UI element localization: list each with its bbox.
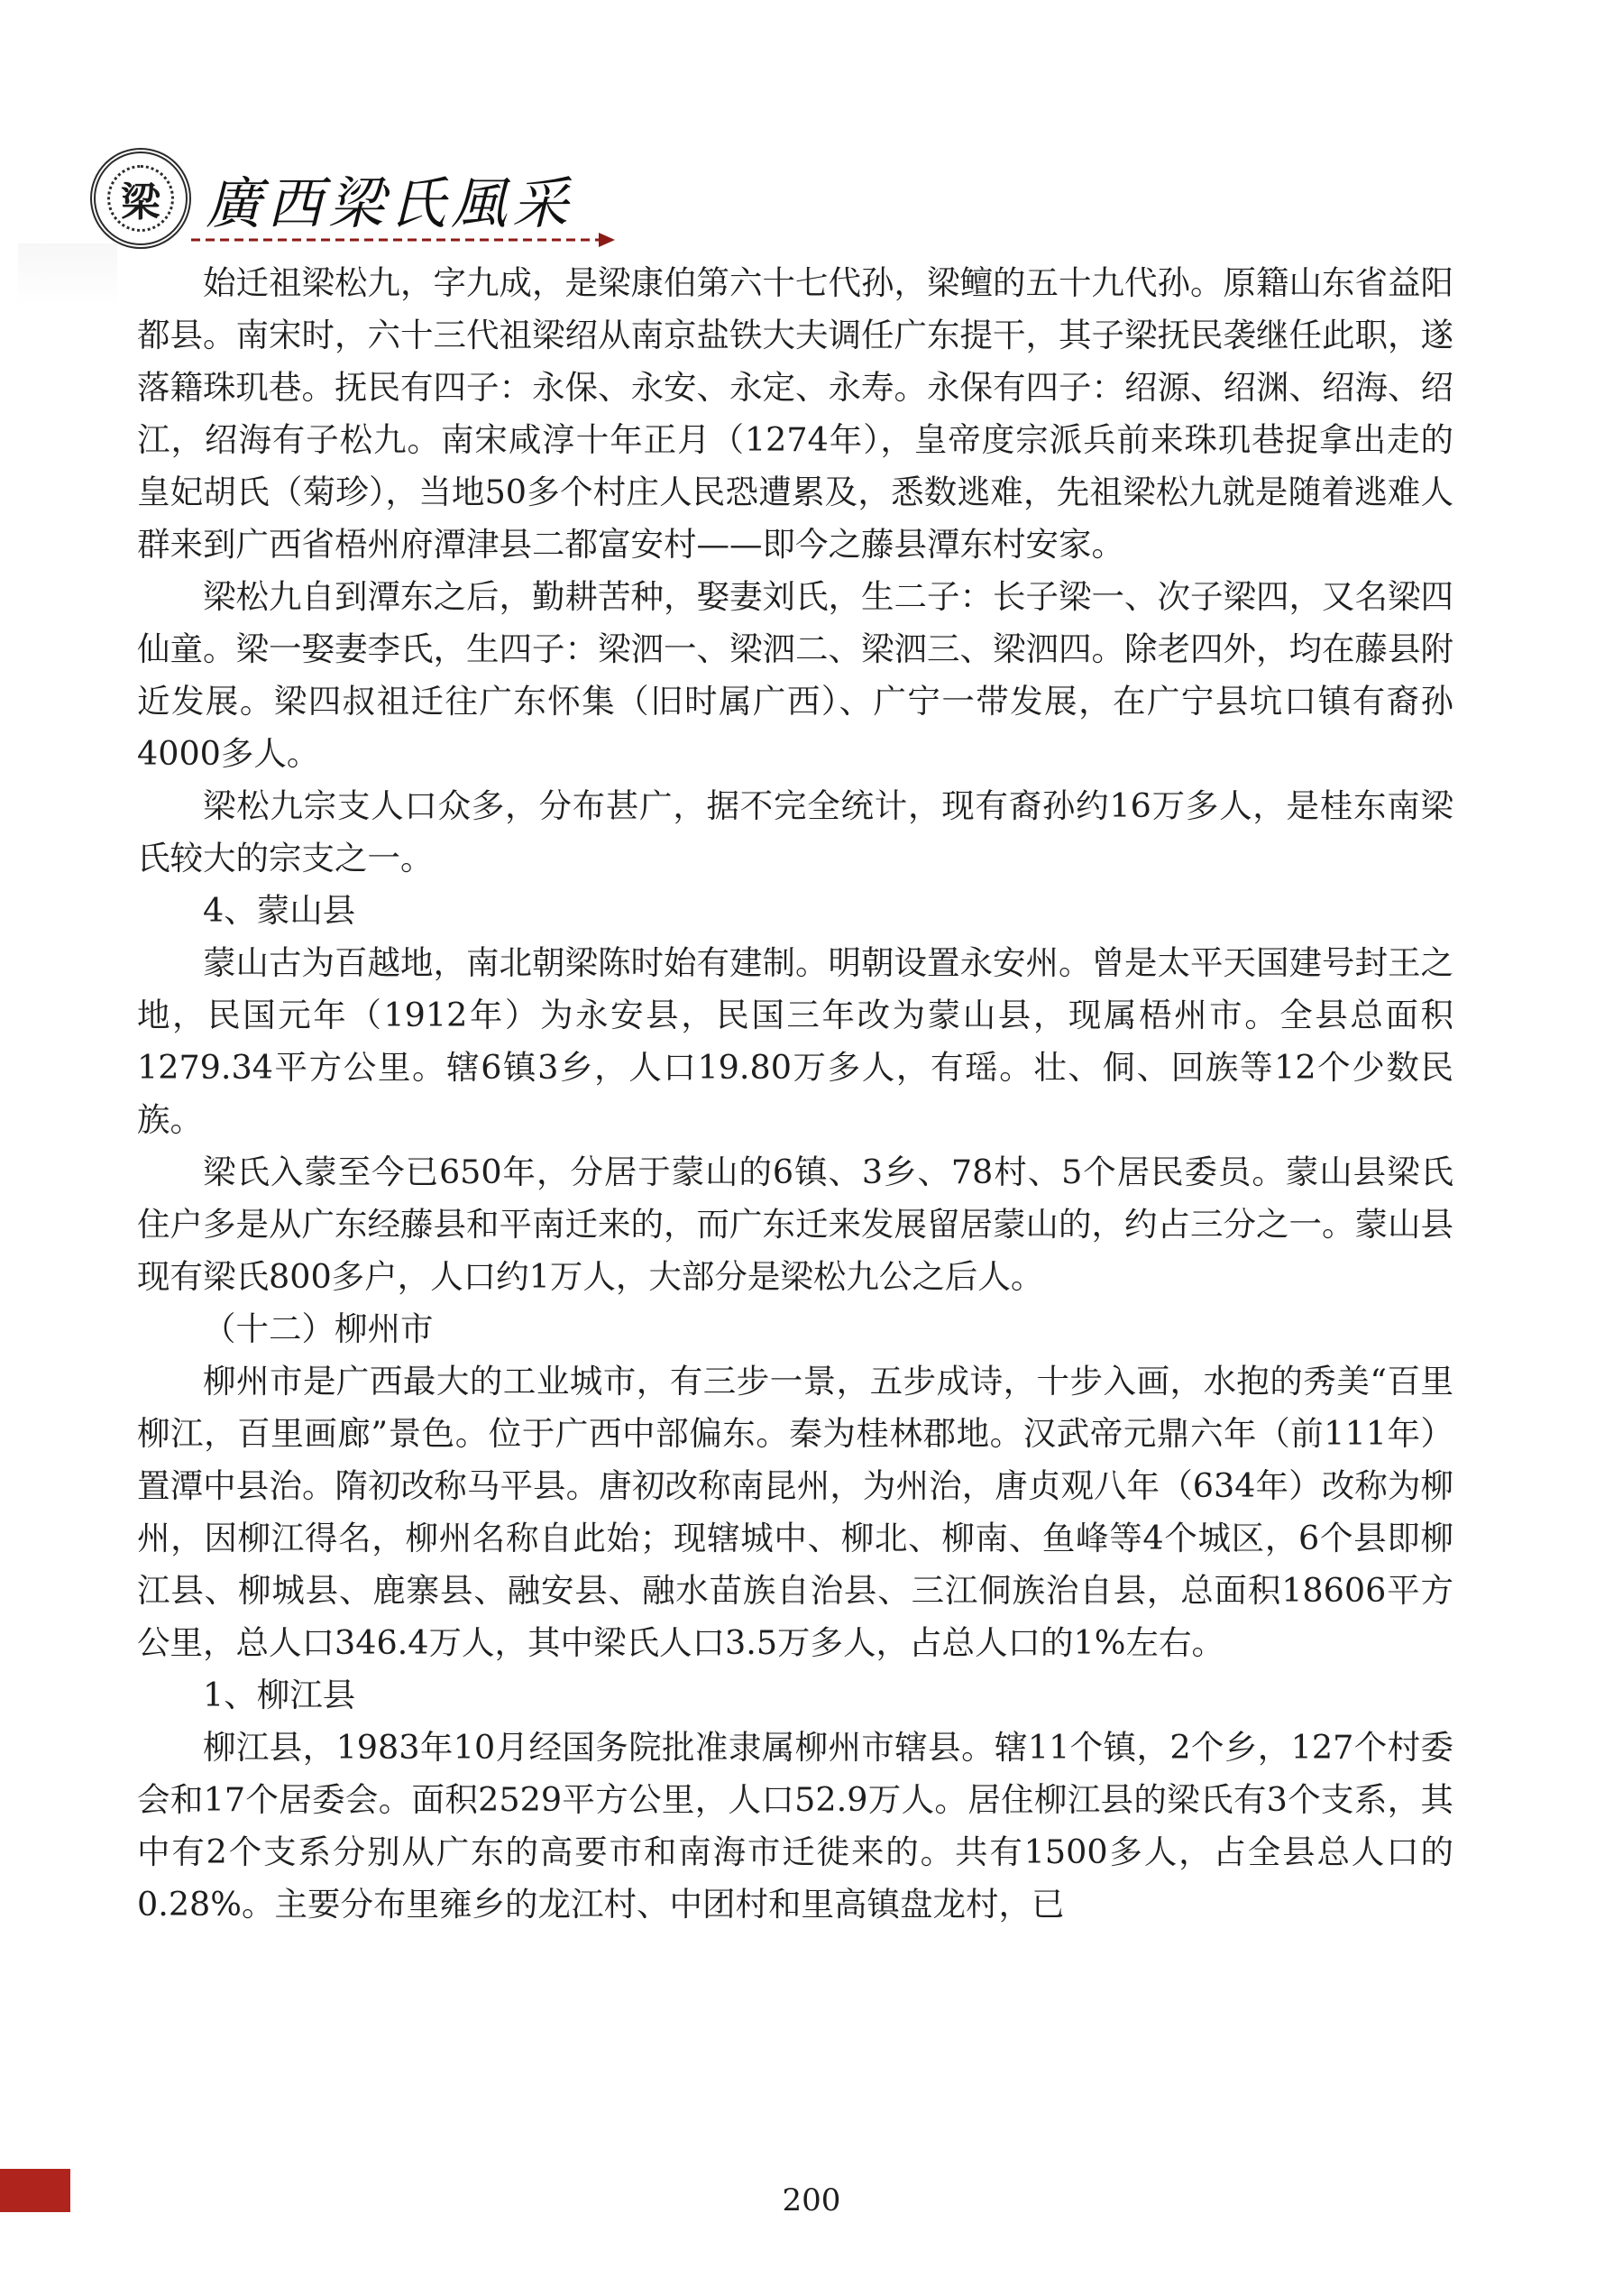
body-text (137, 257, 1453, 1931)
paragraph: 柳州市是广西最大的工业城市，有三步一景，五步成诗，十步入画，水抱的秀美“百里柳江，百里画廊”景色。位于广西中部偏东。秦为桂林郡地。汉武帝元鼎六年（前111年）置潭中县治。隋初改称马平县。唐初改称南昆州，为州治，唐贞观八年（634年）改称为柳州，因柳江得名，柳州名称自此始；现辖城中、柳北、柳南、鱼峰等4个城区，6个县即柳江县、柳城县、鹿寨县、融安县、融水苗族自治县、三江侗族治自县，总面积18606平方公里，总人口346.4万人，其中梁氏人口3.5万多人，占总人口的1%左右。 (137, 1362, 1453, 1662)
paragraph: 柳江县，1983年10月经国务院批准隶属柳州市辖县。辖11个镇，2个乡，127个村委会和17个居委会。面积2529平方公里，人口52.9万人。居住柳江县的梁氏有3个支系，其中有2个支系分别从广东的高要市和南海市迁徙来的。共有1500多人，占全县总人口的0.28%。主要分布里雍乡的龙江村、中团村和里高镇盘龙村，已 (137, 1728, 1453, 1924)
section-heading: （十二）柳州市 (203, 1309, 434, 1348)
seal-logo (90, 148, 191, 249)
paragraph: 蒙山古为百越地，南北朝梁陈时始有建制。明朝设置永安州。曾是太平天国建号封王之地，民国元年（1912年）为永安县，民国三年改为蒙山县，现属梧州市。全县总面积1279.34平方公里。辖6镇3乡，人口19.80万多人，有瑶。壮、侗、回族等12个少数民族。 (137, 943, 1453, 1139)
paragraph: 梁松九宗支人口众多，分布甚广，据不完全统计，现有裔孙约16万多人，是桂东南梁氏较大的宗支之一。 (137, 786, 1453, 877)
paragraph: 梁氏入蒙至今已650年，分居于蒙山的6镇、3乡、78村、5个居民委员。蒙山县梁氏住户多是从广东经藤县和平南迁来的，而广东迁来发展留居蒙山的，约占三分之一。蒙山县现有梁氏800多户，人口约1万人，大部分是梁松九公之后人。 (137, 1153, 1453, 1296)
paragraph: 始迁祖梁松九，字九成，是梁康伯第六十七代孙，梁鳣的五十九代孙。原籍山东省益阳都县。南宋时，六十三代祖梁绍从南京盐铁大夫调任广东提干，其子梁抚民袭继任此职，遂落籍珠玑巷。抚民有四子：永保、永安、永定、永寿。永保有四子：绍源、绍渊、绍海、绍江，绍海有子松九。南宋咸淳十年正月（1274年），皇帝度宗派兵前来珠玑巷捉拿出走的皇妃胡氏（菊珍），当地50多个村庄人民恐遭累及，悉数逃难，先祖梁松九就是随着逃难人群来到广西省梧州府潭津县二都富安村——即今之藤县潭东村安家。 (137, 263, 1453, 564)
book-header (90, 144, 595, 243)
book-title: 廣西梁氏風采 (206, 170, 574, 236)
scan-shadow (18, 243, 117, 307)
header-arrow-decoration (191, 231, 615, 249)
section-heading: 4、蒙山县 (203, 891, 356, 930)
page-number: 200 (782, 2182, 841, 2218)
paragraph: 梁松九自到潭东之后，勤耕苦种，娶妻刘氏，生二子：长子梁一、次子梁四，又名梁四仙童。梁一娶妻李氏，生四子：梁泗一、梁泗二、梁泗三、梁泗四。除老四外，均在藤县附近发展。梁四叔祖迁往广东怀集（旧时属广西）、广宁一带发展，在广宁县坑口镇有裔孙4000多人。 (137, 577, 1453, 773)
seal-character: 梁 (107, 165, 174, 232)
section-heading: 1、柳江县 (203, 1676, 356, 1714)
